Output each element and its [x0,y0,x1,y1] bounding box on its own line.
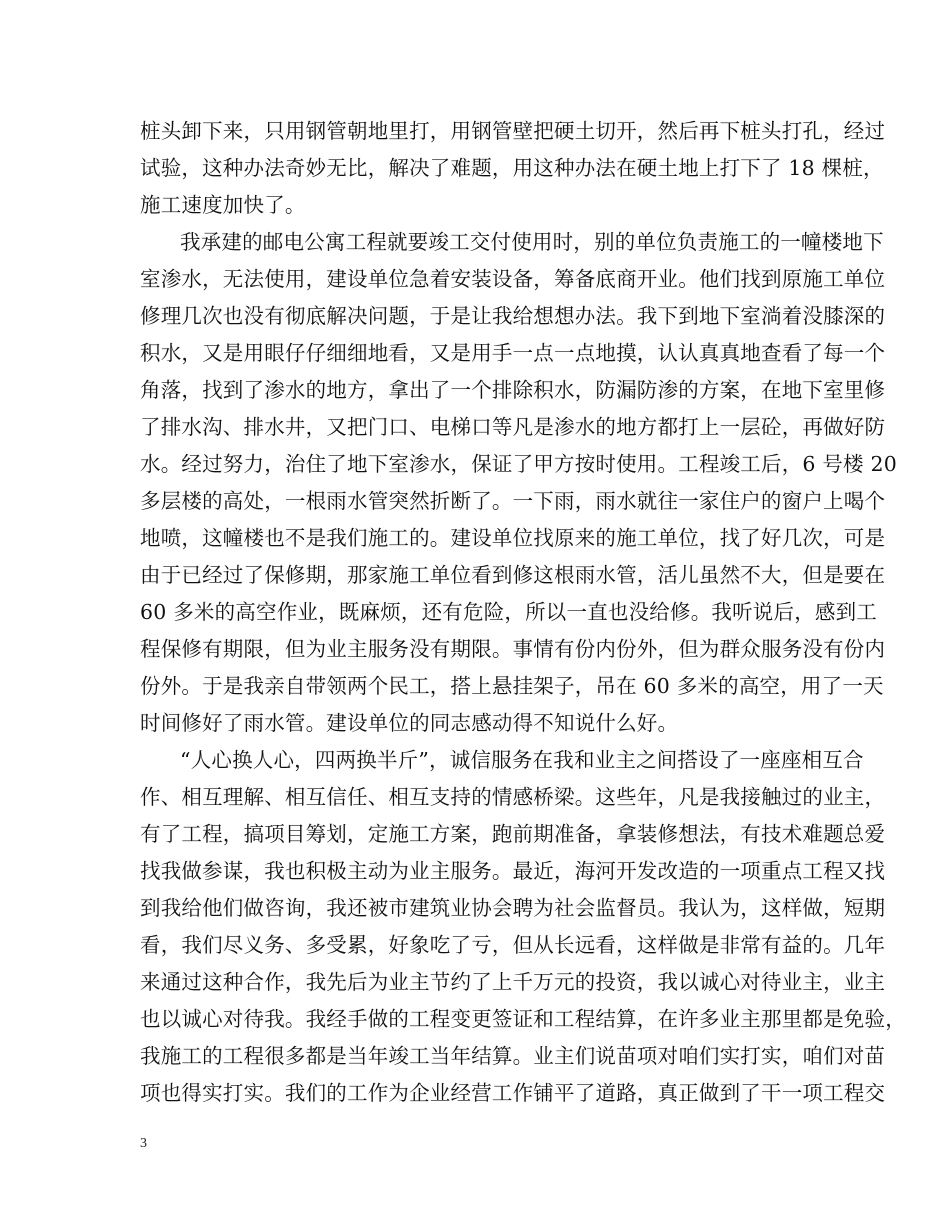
text-line: 积水，又是用眼仔仔细细地看，又是用手一点一点地摸，认认真真地查看了每一个 [140,341,886,365]
text-line: 了排水沟、排水井，又把门口、电梯口等凡是渗水的地方都打上一层砼，再做好防 [140,415,886,439]
text-line: 水。经过努力，治住了地下室渗水，保证了甲方按时使用。工程竣工后，6 号楼 20 [140,452,897,476]
text-line: 桩头卸下来，只用钢管朝地里打，用钢管壁把硬土切开，然后再下桩头打孔，经过 [140,119,886,143]
paragraph-first-line: 我承建的邮电公寓工程就要竣工交付使用时，别的单位负责施工的一幢楼地下 [180,230,884,254]
text-line: 角落，找到了渗水的地方，拿出了一个排除积水，防漏防渗的方案，在地下室里修 [140,378,886,402]
page-number: 3 [140,1136,147,1151]
text-line: 来通过这种合作，我先后为业主节约了上千万元的投资，我以诚心对待业主，业主 [140,970,886,994]
text-line: 看，我们尽义务、多受累，好象吃了亏，但从长远看，这样做是非常有益的。几年 [140,933,886,957]
body-text [140,113,906,1112]
text-line: 修理几次也没有彻底解决问题，于是让我给想想办法。我下到地下室淌着没膝深的 [140,304,886,328]
text-line: 份外。于是我亲自带领两个民工，搭上悬挂架子，吊在 60 多米的高空，用了一天 [140,674,884,698]
text-line: 时间修好了雨水管。建设单位的同志感动得不知说什么好。 [140,711,679,735]
text-line: 室渗水，无法使用，建设单位急着安装设备，筹备底商开业。他们找到原施工单位 [140,267,886,291]
text-line: 地喷，这幢楼也不是我们施工的。建设单位找原来的施工单位，找了好几次，可是 [140,526,886,550]
text-line: 作、相互理解、相互信任、相互支持的情感桥梁。这些年，凡是我接触过的业主， [140,785,886,809]
text-line: 多层楼的高处，一根雨水管突然折断了。一下雨，雨水就往一家住户的窗户上喝个 [140,489,886,513]
text-line: 项也得实打实。我们的工作为企业经营工作铺平了道路，真正做到了干一项工程交 [140,1081,886,1105]
text-line: 找我做参谋，我也积极主动为业主服务。最近，海河开发改造的一项重点工程又找 [140,859,886,883]
text-line: 有了工程，搞项目筹划，定施工方案，跑前期准备，拿装修想法，有技术难题总爱 [140,822,886,846]
text-line: 60 多米的高空作业，既麻烦，还有危险，所以一直也没给修。我听说后，感到工 [140,600,877,624]
text-line: 也以诚心对待我。我经手做的工程变更签证和工程结算，在许多业主那里都是免验， [140,1007,906,1031]
paragraph-first-line: “人心换人心，四两换半斤”，诚信服务在我和业主之间搭设了一座座相互合 [180,748,864,772]
text-line: 施工速度加快了。 [140,193,306,217]
text-line: 由于已经过了保修期，那家施工单位看到修这根雨水管，活儿虽然不大，但是要在 [140,563,886,587]
text-line: 我施工的工程很多都是当年竣工当年结算。业主们说苗项对咱们实打实，咱们对苗 [140,1044,886,1068]
text-line: 到我给他们做咨询，我还被市建筑业协会聘为社会监督员。我认为，这样做，短期 [140,896,886,920]
text-line: 程保修有期限，但为业主服务没有期限。事情有份内份外，但为群众服务没有份内 [140,637,886,661]
text-line: 试验，这种办法奇妙无比，解决了难题，用这种办法在硬土地上打下了 18 棵桩， [140,156,884,180]
